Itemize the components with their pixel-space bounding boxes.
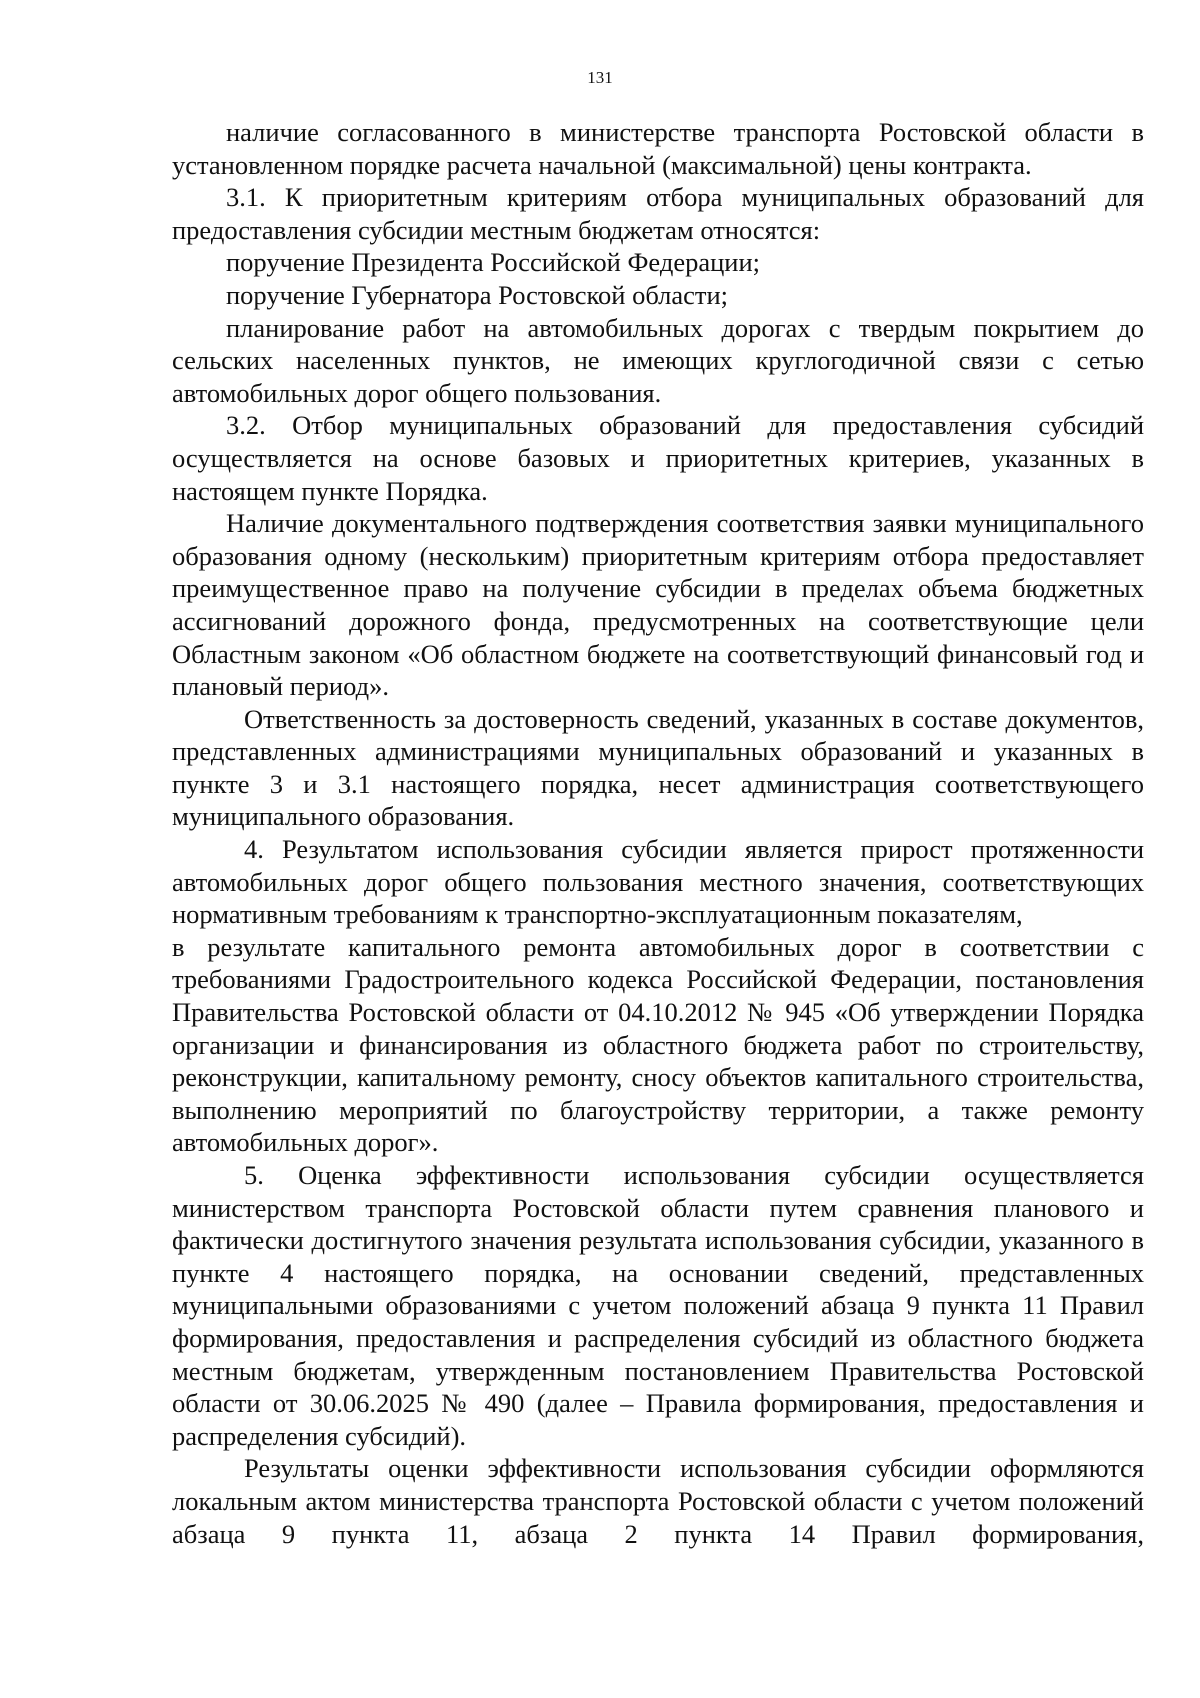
- paragraph: 3.1. К приоритетным критериям отбора муниципальных образований для предоставления субсидии местным бюджетам относятся:: [172, 182, 1144, 245]
- paragraph: Наличие документального подтверждения соответствия заявки муниципального образования одному (нескольким) приоритетным критериям отбора предоставляет преимущественное право на получение субсидии в пределах объема бюджетных ассигнований дорожного фонда, предусмотренных на соответствующие цели Областным законом «Об областном бюджете на соответствующий финансовый год и плановый период».: [172, 508, 1144, 702]
- page-number: 131: [587, 68, 613, 87]
- paragraph: наличие согласованного в министерстве транспорта Ростовской области в установленном порядке расчета начальной (максимальной) цены контракта.: [172, 117, 1144, 180]
- document-body: [172, 116, 1144, 1550]
- paragraph: поручение Губернатора Ростовской области;: [226, 279, 729, 310]
- paragraph: в результате капитального ремонта автомобильных дорог в соответствии с требованиями Градостроительного кодекса Российской Федерации, постановления Правительства Ростовской области от 04.10.2012 № 945 «Об утверждении Порядка организации и финансирования из областного бюджета работ по строительству, реконструкции, капитальному ремонту, сносу объектов капитального строительства, выполнению мероприятий по благоустройству территории, а также ремонту автомобильных дорог».: [172, 931, 1144, 1158]
- paragraph: поручение Президента Российской Федерации;: [226, 247, 760, 278]
- paragraph: Ответственность за достоверность сведений, указанных в составе документов, представленных администрациями муниципальных образований и указанных в пункте 3 и 3.1 настоящего порядка, несет администрация соответствующего муниципального образования.: [172, 703, 1144, 832]
- paragraph: Результаты оценки эффективности использования субсидии оформляются локальным актом министерства транспорта Ростовской области с учетом положений абзаца 9 пункта 11, абзаца 2 пункта 14 Правил формирования,: [172, 1453, 1144, 1549]
- paragraph: 3.2. Отбор муниципальных образований для предоставления субсидий осуществляется на основе базовых и приоритетных критериев, указанных в настоящем пункте Порядка.: [172, 410, 1144, 506]
- paragraph: 5. Оценка эффективности использования субсидии осуществляется министерством транспорта Ростовской области путем сравнения планового и фактически достигнутого значения результата использования субсидии, указанного в пункте 4 настоящего порядка, на основании сведений, представленных муниципальными образованиями с учетом положений абзаца 9 пункта 11 Правил формирования, предоставления и распределения субсидий из областного бюджета местным бюджетам, утвержденным постановлением Правительства Ростовской области от 30.06.2025 № 490 (далее – Правила формирования, предоставления и распределения субсидий).: [172, 1160, 1144, 1451]
- paragraph: планирование работ на автомобильных дорогах с твердым покрытием до сельских населенных пунктов, не имеющих круглогодичной связи с сетью автомобильных дорог общего пользования.: [172, 312, 1144, 408]
- paragraph: 4. Результатом использования субсидии является прирост протяженности автомобильных дорог общего пользования местного значения, соответствующих нормативным требованиям к транспортно-эксплуатационным показателям,: [172, 834, 1144, 930]
